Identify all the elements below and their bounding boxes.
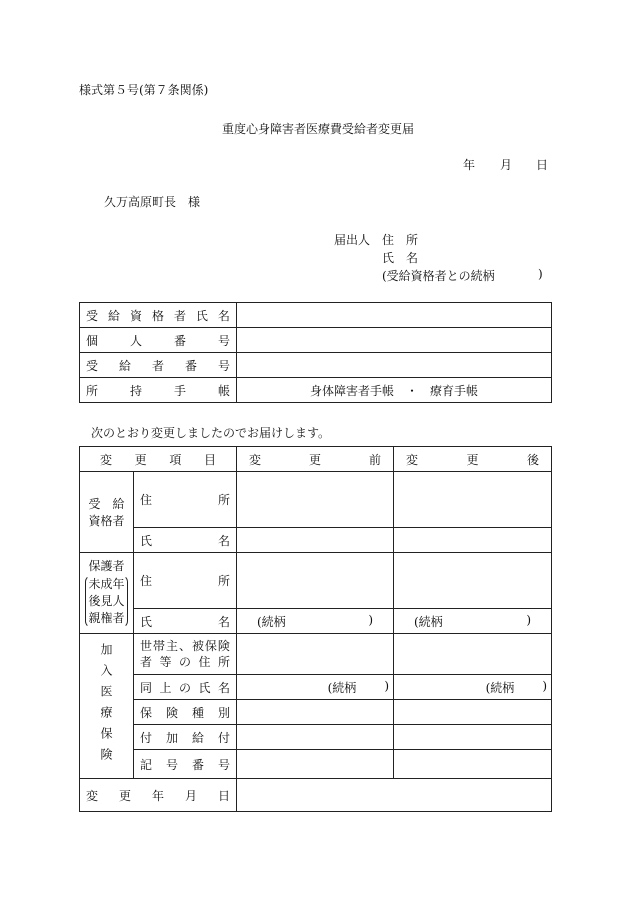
label-char: 給 [107,308,120,323]
label-char: の [178,680,191,695]
table-row [80,447,552,472]
label-char: 給 [191,730,204,745]
insurance-name-after[interactable] [394,675,552,700]
label-char: 氏 [195,308,208,323]
label-char: 所 [86,383,99,398]
spread-label [134,654,236,670]
label-char: 年 [151,788,164,803]
row-label-handbook [80,378,237,403]
label-char: 番 [173,333,186,348]
table-row [80,609,552,634]
label-char: 保 [140,705,153,720]
group-insurance [80,634,134,779]
recipient-name-label [134,528,237,553]
label-char: 号 [165,757,178,772]
guardian-type-minor: 未成年 [88,577,125,591]
label-char: 目 [203,452,216,467]
additional-benefit-after[interactable] [394,725,552,750]
symbol-number-label [134,750,237,779]
header-after-label [394,451,551,468]
relation-open: (続柄 [327,680,357,695]
insurance-address-label [134,634,237,675]
label-char: 記 [140,757,153,772]
recipient-name-after[interactable] [394,528,552,553]
relation-close: ) [368,612,373,627]
label-char: 号 [217,333,230,348]
spread-label [134,756,236,773]
label-char: 番 [191,757,204,772]
relation-close: ) [384,678,389,693]
applicant-address-label: 住 所 [382,233,419,247]
relation-open: (続柄 [257,614,286,629]
relation-open: (続柄 [485,680,515,695]
recipient-address-label [134,472,237,528]
label-char: 所 [217,493,230,507]
table-row [80,700,552,725]
group-recipient [80,472,134,553]
spread-label [134,572,236,589]
spread-label [134,704,236,721]
symbol-number-before[interactable] [237,750,394,779]
label-char: 付 [217,730,230,745]
header-after [394,447,552,472]
insurance-address-after[interactable] [394,634,552,675]
insurance-type-before[interactable] [237,700,394,725]
label-char: 住 [198,655,211,669]
guardian-address-label [134,553,237,609]
spread-label [80,307,236,324]
label-char: 日 [217,788,230,803]
relation-field [394,679,551,696]
insurance-type-after[interactable] [394,700,552,725]
header-after-char-1: 変 [406,452,419,467]
label-char: 上 [159,680,172,695]
spread-label [134,532,236,549]
applicant-label: 届出人 [334,233,371,247]
recipient-address-after[interactable] [394,472,552,528]
label-char: 世 [140,639,153,653]
label-char: 人 [129,333,142,348]
label-char: 同 [140,680,153,695]
header-after-char-2: 更 [466,452,479,467]
insurance-name-label [134,675,237,700]
date-year: 年 [463,158,476,172]
label-char: 別 [217,705,230,720]
label-char: 者 [173,308,186,323]
recipient-name-before[interactable] [237,528,394,553]
label-char: 者 [151,358,164,373]
spread-label [80,332,236,349]
applicant-relation-open: (受給資格者との続柄 [382,269,495,283]
guardian-type-parental: 親権者 [88,611,125,625]
spread-label [80,382,236,399]
table-row [80,353,552,378]
label-char: 名 [217,680,230,695]
label-char: 受 [86,358,99,373]
relation-close: ) [526,612,531,627]
insurance-type-label [134,700,237,725]
guardian-name-after[interactable] [394,609,552,634]
label-char: 受 [86,308,99,323]
relation-field [394,613,551,630]
table-row [80,779,552,812]
relation-field [237,679,393,696]
table-row [80,725,552,750]
spread-label [134,491,236,508]
guardian-name-before[interactable] [237,609,394,634]
label-char: 氏 [198,680,211,695]
label-char: 険 [217,639,230,653]
label-char: 被 [191,639,204,653]
table-row [80,553,552,609]
group-guardian-bracket [85,575,127,628]
recipient-name-field[interactable] [237,303,552,328]
row-label-recipient-name [80,303,237,328]
table-row [80,328,552,353]
label-char: 所 [217,655,230,669]
relation-open: (続柄 [414,614,443,629]
label-char: 変 [86,788,99,803]
change-date-field[interactable] [237,779,552,812]
page-title: 重度心身障害者医療費受給者変更届 [222,122,415,136]
label-char: 付 [140,730,153,745]
header-after-char-3: 後 [526,452,539,467]
label-char: 、 [178,639,191,653]
label-char: 者 [140,655,153,669]
label-char: 帯 [152,639,165,653]
spread-label [134,729,236,746]
label-char: 号 [217,358,230,373]
notice-text: 次のとおり変更しましたのでお届けします。 [91,426,331,440]
addressee: 久万高原町長 様 [104,195,201,209]
header-before [237,447,394,472]
label-char: 等 [159,655,172,669]
table-row [80,303,552,328]
label-char: 氏 [140,614,153,629]
relation-close: ) [542,678,547,693]
label-char: 個 [86,333,99,348]
date-day: 日 [536,158,549,172]
personal-number-field[interactable] [237,328,552,353]
spread-label [80,787,236,804]
label-char: 番 [184,358,197,373]
label-char: 保 [204,639,217,653]
label-char: 更 [308,452,321,467]
recipient-info-table [79,302,552,403]
table-row [80,634,552,675]
group-recipient-line-2: 資格者 [88,514,125,528]
table-row [80,750,552,779]
table-row [80,528,552,553]
label-char: 氏 [140,533,153,548]
label-char: 項 [169,452,182,467]
spread-label [80,357,236,374]
applicant-name-label: 氏 名 [382,251,419,265]
row-label-personal-number [80,328,237,353]
label-char: 名 [217,533,230,548]
recipient-address-before[interactable] [237,472,394,528]
label-char: 変 [100,452,113,467]
label-char: 変 [249,452,262,467]
label-char: 前 [368,452,381,467]
label-char: 住 [140,493,153,507]
handbook-options[interactable]: 身体障害者手帳 ・ 療育手帳 [237,378,552,403]
label-char: 号 [217,757,230,772]
guardian-name-label [134,609,237,634]
label-char: 持 [129,383,142,398]
label-char: の [178,655,191,669]
insurance-name-before[interactable] [237,675,394,700]
additional-benefit-before[interactable] [237,725,394,750]
change-date-label [80,779,237,812]
form-number: 様式第５号(第７条関係) [79,83,209,97]
label-char: 加 [165,730,178,745]
table-row [80,675,552,700]
guardian-address-after[interactable] [394,553,552,609]
label-char: 主 [165,639,178,653]
spread-label [134,613,236,630]
spread-label [80,451,236,468]
guardian-type-adult-guardian: 後見人 [88,594,125,608]
label-char: 住 [140,574,153,588]
label-char: 資 [129,308,142,323]
group-guardian-title: 保護者 [88,559,125,573]
table-row [80,378,552,403]
label-char: 手 [173,383,186,398]
label-char: 更 [134,452,147,467]
label-char: 名 [217,308,230,323]
additional-benefit-label [134,725,237,750]
spread-label [134,679,236,696]
label-char: 給 [118,358,131,373]
spread-label [134,638,236,654]
guardian-address-before[interactable] [237,553,394,609]
row-label-recipient-number [80,353,237,378]
group-guardian [80,553,134,634]
label-char: 種 [191,705,204,720]
label-char: 更 [118,788,131,803]
insurance-address-before[interactable] [237,634,394,675]
group-recipient-line-1: 受 給 [88,497,125,511]
label-char: 険 [165,705,178,720]
label-char: 所 [217,574,230,588]
label-char: 帳 [217,383,230,398]
applicant-relation-close: ) [538,267,543,281]
table-row [80,472,552,528]
label-char: 名 [217,614,230,629]
relation-field [237,613,393,630]
label-char: 月 [184,788,197,803]
label-char: 格 [151,308,164,323]
header-change-item [80,447,237,472]
change-table [79,446,552,812]
group-insurance-label: 加入医療保険 [99,643,113,769]
recipient-number-field[interactable] [237,353,552,378]
symbol-number-after[interactable] [394,750,552,779]
spread-label [237,451,393,468]
date-month: 月 [500,158,513,172]
